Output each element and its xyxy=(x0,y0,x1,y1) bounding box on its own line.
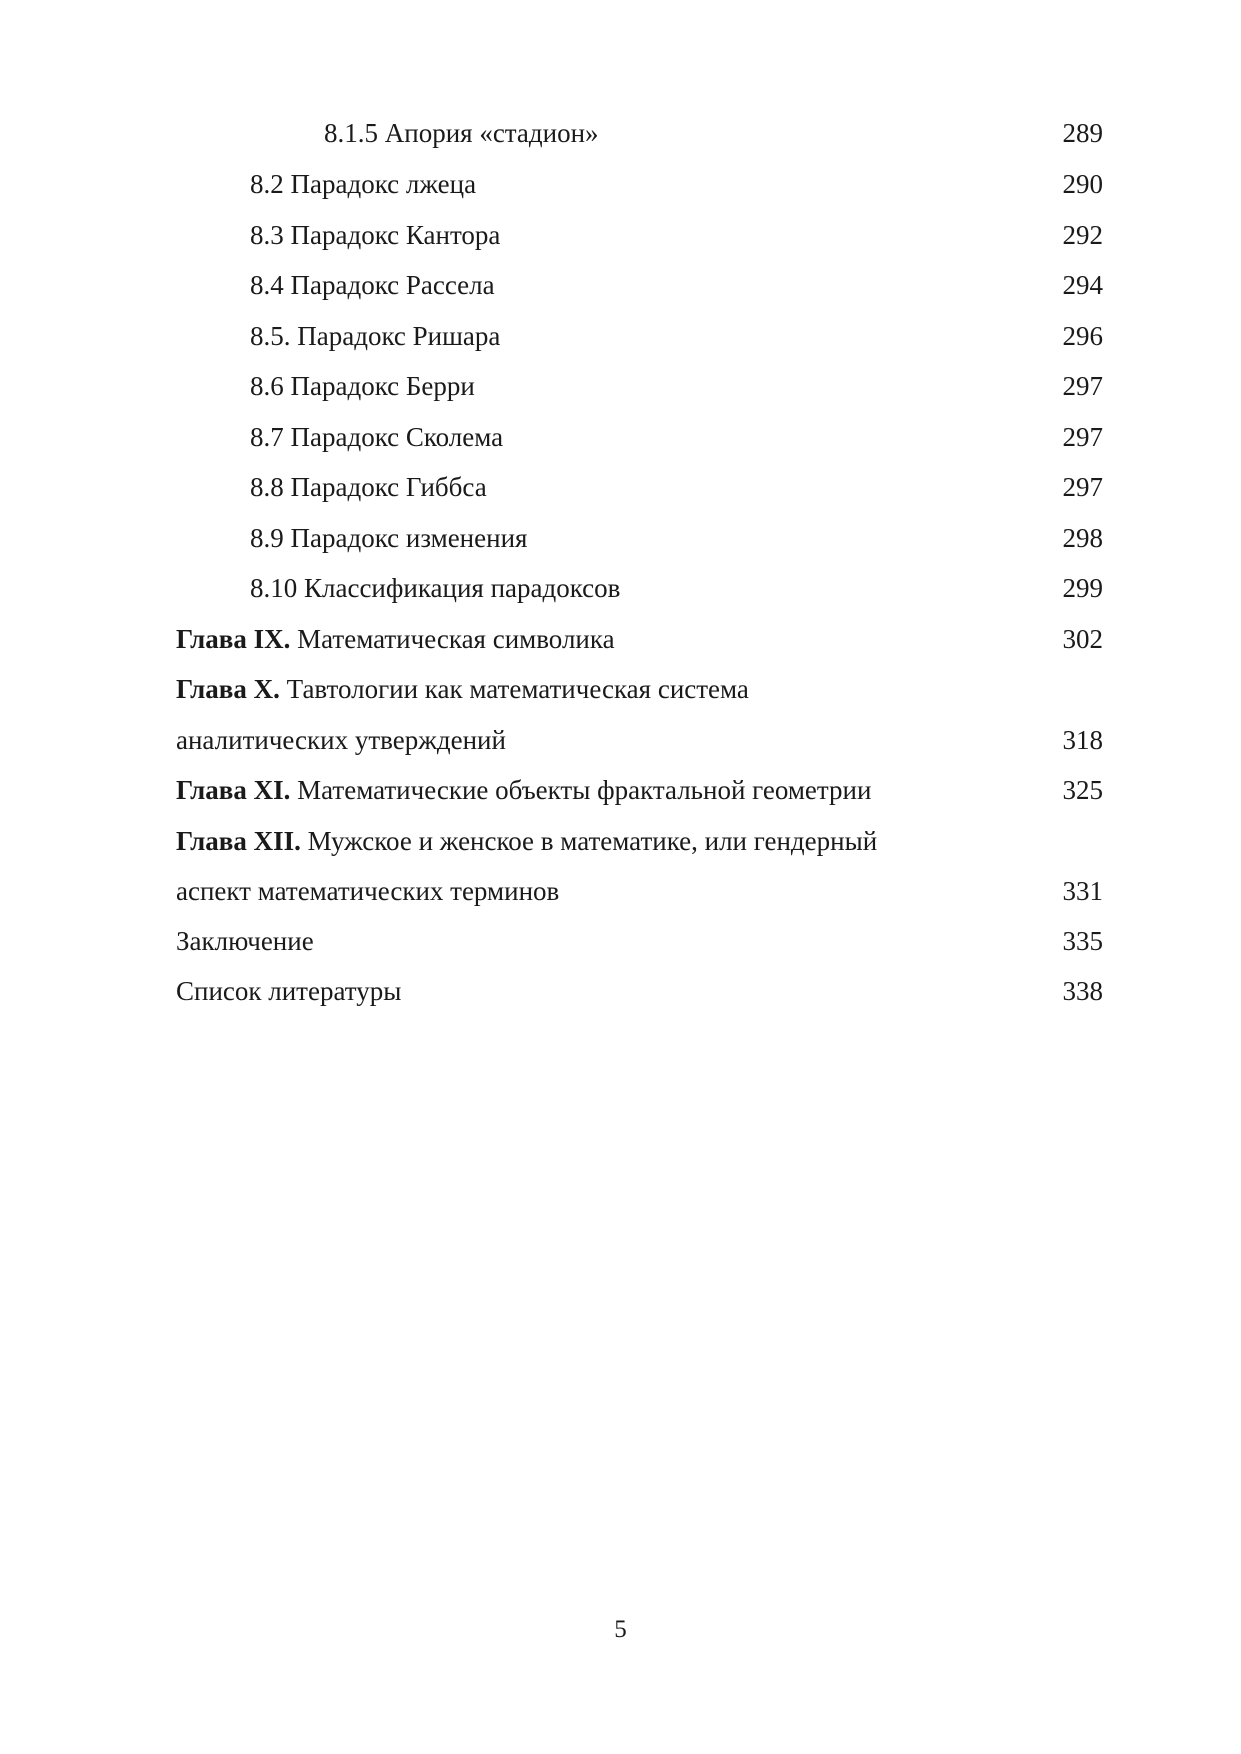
toc-entry-page: 325 xyxy=(1062,775,1103,805)
toc-entry[interactable] xyxy=(0,515,1241,561)
toc-entry-title: 8.5. Парадокс Ришара xyxy=(250,321,501,351)
toc-entry-page: 294 xyxy=(1062,270,1103,300)
toc-entry-title: 8.1.5 Апория «стадион» xyxy=(324,118,599,148)
toc-chapter-title xyxy=(176,616,615,662)
toc-entry-page: 297 xyxy=(1062,371,1103,401)
chapter-label: Глава IX. xyxy=(176,624,291,654)
toc-entry-page: 338 xyxy=(1062,976,1103,1006)
chapter-label: Глава X. xyxy=(176,674,280,704)
toc-entry-page: 331 xyxy=(1062,876,1103,906)
toc-entry[interactable] xyxy=(0,161,1241,207)
chapter-name: Мужское и женское в математике, или гендерный xyxy=(300,826,878,856)
toc-entry[interactable] xyxy=(0,414,1241,460)
toc-entry[interactable] xyxy=(0,313,1241,359)
toc-entry-title: 8.8 Парадокс Гиббса xyxy=(250,472,487,502)
toc-entry-page: 318 xyxy=(1062,725,1103,755)
toc-entry-title: 8.2 Парадокс лжеца xyxy=(250,169,477,199)
toc-entry-page: 302 xyxy=(1062,624,1103,654)
toc-entry-title: Заключение xyxy=(176,926,314,956)
toc-entry[interactable] xyxy=(0,565,1241,611)
toc-entry-page: 290 xyxy=(1062,169,1103,199)
toc-entry-page: 289 xyxy=(1062,118,1103,148)
chapter-name: Тавтологии как математическая система xyxy=(279,674,749,704)
toc-entry-page: 297 xyxy=(1062,472,1103,502)
chapter-name: Математические объекты фрактальной геометрии xyxy=(290,775,872,805)
toc-entry-title: 8.10 Классификация парадоксов xyxy=(250,573,621,603)
toc-entry-page: 299 xyxy=(1062,573,1103,603)
toc-entry-page: 292 xyxy=(1062,220,1103,250)
toc-entry[interactable] xyxy=(0,262,1241,308)
chapter-name: Математическая символика xyxy=(290,624,615,654)
toc-entry-page: 335 xyxy=(1062,926,1103,956)
chapter-name-continuation: аспект математических терминов xyxy=(176,876,560,906)
toc-chapter-11[interactable] xyxy=(0,767,1241,813)
toc-entry-title: 8.4 Парадокс Рассела xyxy=(250,270,495,300)
chapter-label: Глава XII. xyxy=(176,826,301,856)
toc-entry-page: 296 xyxy=(1062,321,1103,351)
toc-references[interactable] xyxy=(0,968,1241,1014)
page-number: 5 xyxy=(614,1616,627,1643)
chapter-label: Глава XI. xyxy=(176,775,291,805)
toc-entry-title: 8.7 Парадокс Сколема xyxy=(250,422,504,452)
toc-chapter-title xyxy=(176,767,871,813)
toc-chapter-10[interactable] xyxy=(0,666,1241,712)
toc-entry[interactable] xyxy=(0,363,1241,409)
toc-chapter-10-continuation[interactable] xyxy=(0,717,1241,763)
toc-entry-page: 298 xyxy=(1062,523,1103,553)
toc-chapter-12-continuation[interactable] xyxy=(0,868,1241,914)
toc-chapter-title xyxy=(176,666,749,712)
toc-chapter-9[interactable] xyxy=(0,616,1241,662)
toc-entry[interactable] xyxy=(0,464,1241,510)
toc-entry[interactable] xyxy=(0,110,1241,156)
toc-entry-title: 8.3 Парадокс Кантора xyxy=(250,220,501,250)
toc-chapter-title xyxy=(176,818,877,864)
toc-chapter-12[interactable] xyxy=(0,818,1241,864)
toc-entry-title: Список литературы xyxy=(176,976,402,1006)
toc-conclusion[interactable] xyxy=(0,918,1241,964)
chapter-name-continuation: аналитических утверждений xyxy=(176,725,506,755)
toc-entry-title: 8.6 Парадокс Берри xyxy=(250,371,475,401)
toc-entry[interactable] xyxy=(0,212,1241,258)
toc-entry-title: 8.9 Парадокс изменения xyxy=(250,523,528,553)
toc-entry-page: 297 xyxy=(1062,422,1103,452)
